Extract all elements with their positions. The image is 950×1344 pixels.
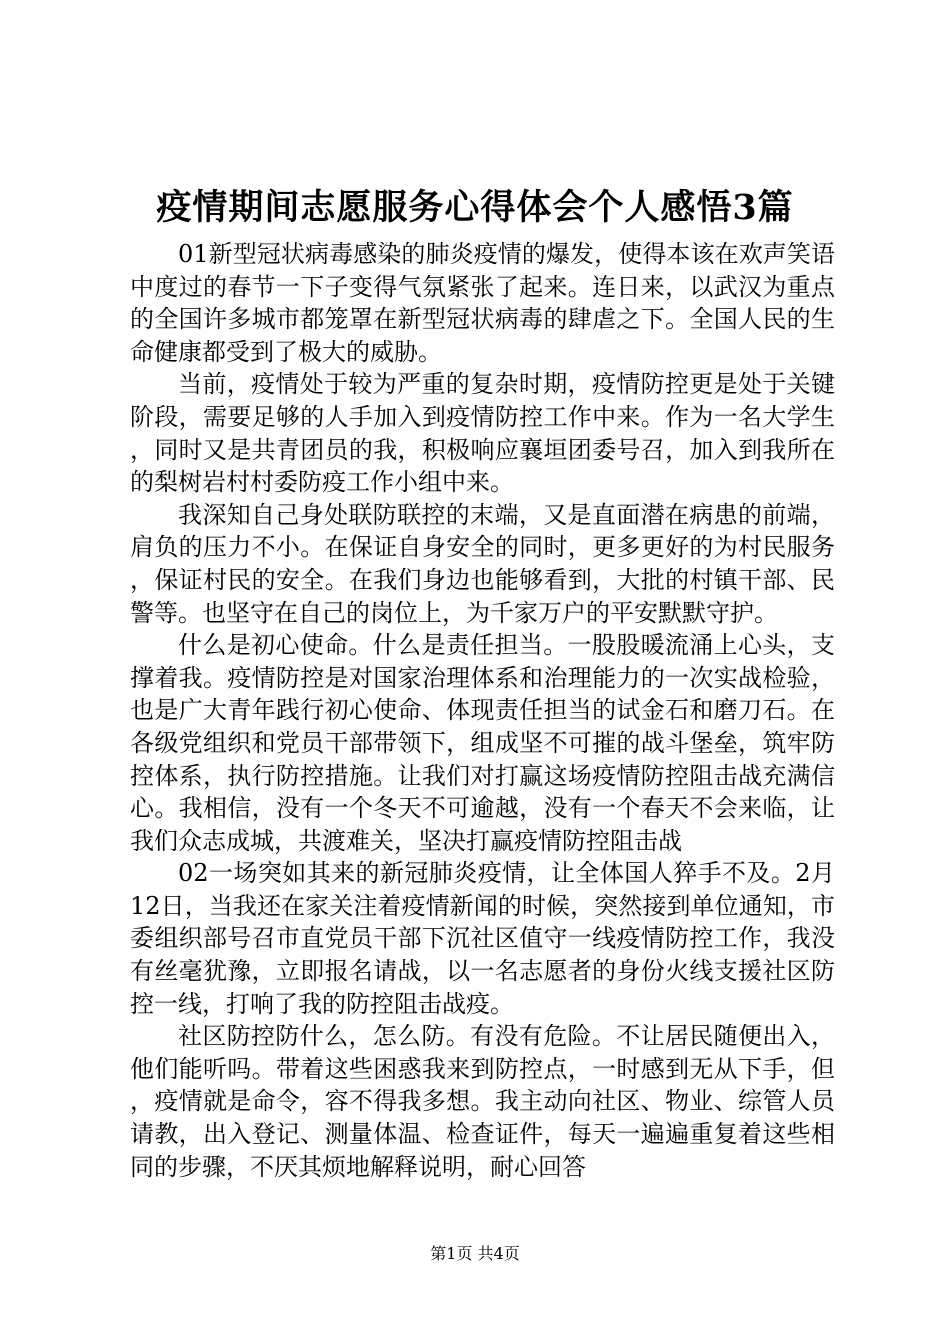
document-body	[130, 238, 835, 1183]
paragraph-3: 我深知自己身处联防联控的末端，又是直面潜在病患的前端，肩负的压力不小。在保证自身安全的同时，更多更好的为村民服务，保证村民的安全。在我们身边也能够看到，大批的村镇干部、民警等。也坚守在自己的岗位上，为千家万户的平安默默守护。	[130, 500, 835, 627]
paragraph-1: 01新型冠状病毒感染的肺炎疫情的爆发，使得本该在欢声笑语中度过的春节一下子变得气氛紧张了起来。连日来，以武汉为重点的全国许多城市都笼罩在新型冠状病毒的肆虐之下。全国人民的生命健康都受到了极大的威胁。	[130, 240, 835, 366]
paragraph-2: 当前，疫情处于较为严重的复杂时期，疫情防控更是处于关键阶段，需要足够的人手加入到疫情防控工作中来。作为一名大学生，同时又是共青团员的我，积极响应襄垣团委号召，加入到我所在的梨树岩村村委防疫工作小组中来。	[130, 370, 835, 497]
page-footer: 第1页 共4页	[430, 1244, 520, 1263]
paragraph-5: 02一场突如其来的新冠肺炎疫情，让全体国人猝手不及。2月12日，当我还在家关注着疫情新闻的时候，突然接到单位通知，市委组织部号召市直党员干部下沉社区值守一线疫情防控工作，我没有丝毫犹豫，立即报名请战，以一名志愿者的身份火线支援社区防控一线，打响了我的防控阻击战疫。	[130, 859, 835, 1018]
paragraph-4: 什么是初心使命。什么是责任担当。一股股暖流涌上心头，支撑着我。疫情防控是对国家治理体系和治理能力的一次实战检验，也是广大青年践行初心使命、体现责任担当的试金石和磨刀石。在各级党组织和党员干部带领下，组成坚不可摧的战斗堡垒，筑牢防控体系，执行防控措施。让我们对打赢这场疫情防控阻击战充满信心。我相信，没有一个冬天不可逾越，没有一个春天不会来临，让我们众志成城，共渡难关，坚决打赢疫情防控阻击战	[130, 631, 835, 855]
document-title: 疫情期间志愿服务心得体会个人感悟3篇	[156, 187, 794, 228]
paragraph-6: 社区防控防什么，怎么防。有没有危险。不让居民随便出入，他们能听吗。带着这些困惑我来到防控点，一时感到无从下手，但，疫情就是命令，容不得我多想。我主动向社区、物业、综管人员请教，出入登记、测量体温、检查证件，每天一遍遍重复着这些相同的步骤，不厌其烦地解释说明，耐心回答	[130, 1022, 835, 1181]
